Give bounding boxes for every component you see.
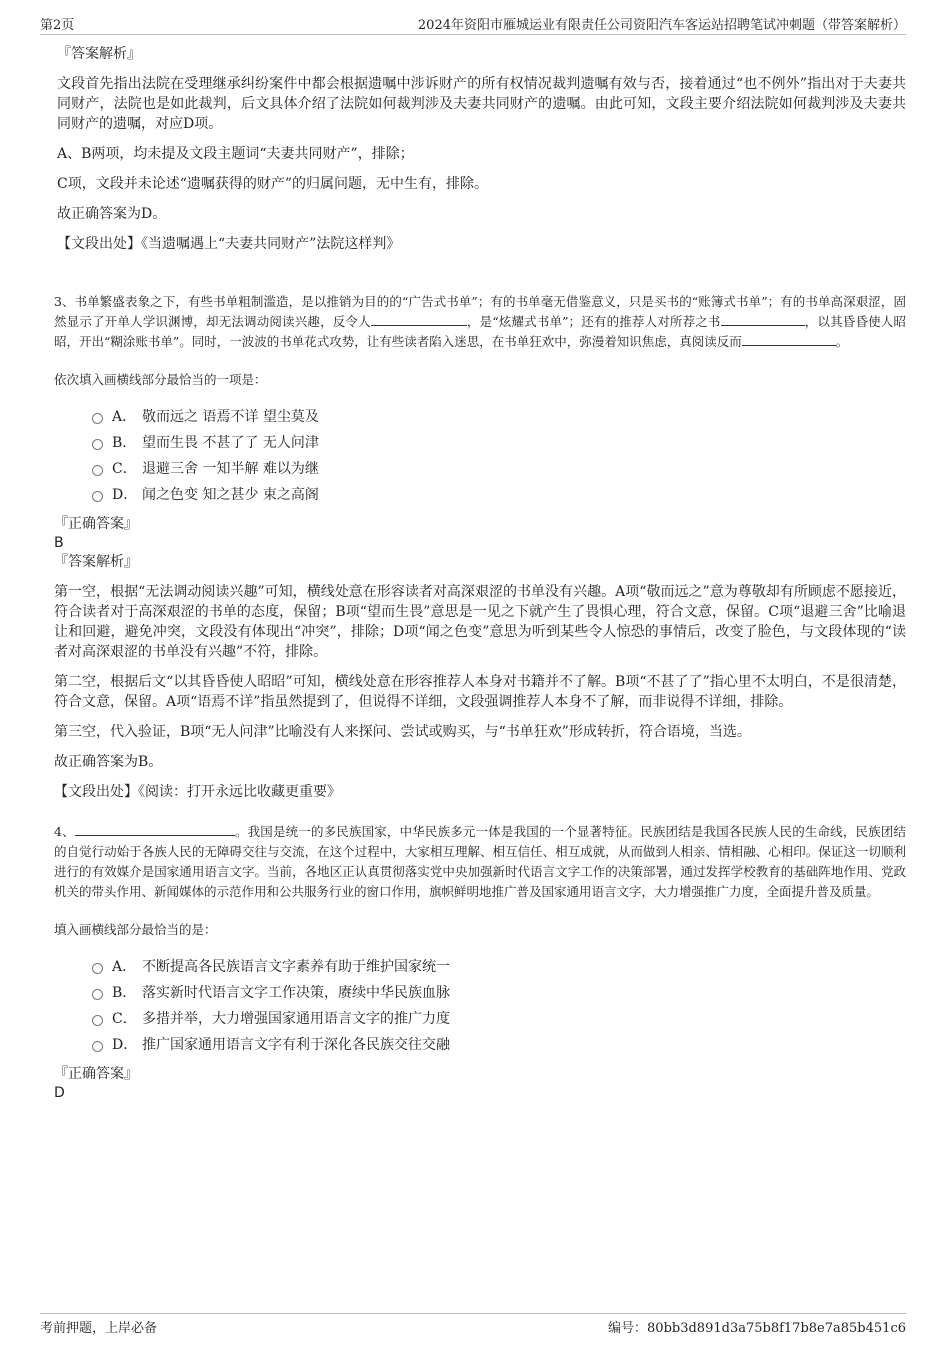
fill-blank (742, 333, 836, 346)
option-d[interactable]: D． 推广国家通用语言文字有利于深化各民族交往交融 (92, 1032, 906, 1058)
question-4-prompt: 填入画横线部分最恰当的是： (54, 922, 217, 937)
analysis-label: 『答案解析』 (54, 554, 138, 570)
analysis-paragraph: 第三空，代入验证，B项“无人问津”比喻没有人来探问、尝试或购买，与“书单狂欢”形成转折，符合语境，当选。 (54, 724, 751, 740)
correct-answer: B (54, 535, 64, 551)
analysis-paragraph: C项，文段并未论述“遗嘱获得的财产”的归属问题，无中生有，排除。 (57, 176, 489, 192)
option-a[interactable]: A． 敬而远之 语焉不详 望尘莫及 (92, 404, 906, 430)
source-line (57, 234, 906, 254)
option-b[interactable]: B． 望而生畏 不甚了了 无人问津 (92, 430, 906, 456)
fill-blank (75, 823, 235, 836)
correct-answer: D (54, 1085, 65, 1101)
radio-icon[interactable] (92, 963, 103, 974)
source-label: 【文段出处】 (57, 236, 141, 252)
fill-blank (371, 313, 467, 326)
analysis-paragraph: 第一空，根据“无法调动阅读兴趣”可知，横线处意在形容读者对高深艰涩的书单没有兴趣。A项“敬而远之”意为尊敬却有所顾虑不愿接近，符合读者对于高深艰涩的书单的态度，保留；B项“望而生畏”意思是一见之下就产生了畏惧心理，符合文意，保留。C项“退避三舍”比喻退让和回避，避免冲突，文段没有体现出“冲突”，排除；D项“闻之色变”意思为听到某些令人惊恐的事情后，改变了脸色，与文段体现的“读者对高深艰涩的书单没有兴趣”不符，排除。 (54, 584, 906, 660)
page-content (54, 44, 907, 1102)
analysis-label: 『答案解析』 (57, 46, 141, 62)
radio-icon[interactable] (92, 491, 103, 502)
radio-icon[interactable] (92, 1015, 103, 1026)
page-header (40, 12, 906, 35)
correct-answer-label: 『正确答案』 (54, 516, 138, 532)
page-footer (40, 1313, 906, 1338)
footer-slogan: 考前押题，上岸必备 (40, 1321, 158, 1336)
fill-blank (721, 313, 805, 326)
radio-icon[interactable] (92, 465, 103, 476)
option-c[interactable]: C． 退避三舍 一知半解 难以为继 (92, 456, 906, 482)
correct-answer-label: 『正确答案』 (54, 1066, 138, 1082)
option-d[interactable]: D． 闻之色变 知之甚少 束之高阁 (92, 482, 906, 508)
source-text: 《阅读：打开永远比收藏更重要》 (138, 784, 341, 800)
source-line (54, 782, 906, 802)
source-text: 《当遗嘱遇上“夫妻共同财产”法院这样判》 (141, 236, 401, 252)
analysis-paragraph: 故正确答案为D。 (57, 206, 167, 222)
radio-icon[interactable] (92, 989, 103, 1000)
option-a[interactable]: A． 不断提高各民族语言文字素养有助于维护国家统一 (92, 954, 906, 980)
option-c[interactable]: C． 多措并举，大力增强国家通用语言文字的推广力度 (92, 1006, 906, 1032)
radio-icon[interactable] (92, 439, 103, 450)
analysis-paragraph: 第二空，根据后文“以其昏昏使人昭昭”可知，横线处意在形容推荐人本身对书籍并不了解。B项“不甚了了”指心里不太明白，不是很清楚，符合文意，保留。A项“语焉不详”指虽然提到了，但说得不详细，文段强调推荐人本身不了解，而非说得不详细，排除。 (54, 674, 906, 710)
page-number: 第2页 (40, 18, 75, 33)
source-label: 【文段出处】 (54, 784, 138, 800)
question-4 (54, 822, 906, 1102)
question-4-options (92, 954, 906, 1058)
question-3-prompt: 依次填入画横线部分最恰当的一项是： (54, 372, 267, 387)
question-3-stem: 3、书单繁盛表象之下，有些书单粗制滥造，是以推销为目的的“广告式书单”；有的书单毫无借鉴意义，只是买书的“账簿式书单”；有的书单高深艰涩，固然显示了开单人学识渊博，却无法调动阅读兴趣，反令人 ，是“炫耀式书单”；还有的推荐人对所荐之书 ，以其昏昏使人昭昭，开出“糊涂账书单”。同时，一波波的书单花式攻势，让有些读者陷入迷思，在书单狂欢中，弥漫着知识焦虑，真阅读反而 。 (54, 294, 906, 349)
question-3 (54, 292, 906, 802)
analysis-paragraph: A、B两项，均未提及文段主题词“夫妻共同财产”，排除； (57, 146, 414, 162)
prev-question-section (57, 44, 906, 254)
question-4-stem: 4、 。我国是统一的多民族国家，中华民族多元一体是我国的一个显著特征。民族团结是我国各民族人民的生命线，民族团结的自觉行动始于各族人民的无障碍交往与交流，在这个过程中，大家相互理解、相互信任、相互成就，从而做到人相亲、情相融、心相印。保证这一切顺利进行的有效媒介是国家通用语言文字。当前，各地区正认真贯彻落实党中央加强新时代语言文字工作的决策部署，通过发挥学校教育的基础阵地作用、党政机关的带头作用、新闻媒体的示范作用和公共服务行业的窗口作用，旗帜鲜明地推广普及国家通用语言文字，大力增强推广力度，全面提升普及质量。 (54, 824, 907, 899)
analysis-paragraph: 故正确答案为B。 (54, 754, 163, 770)
question-3-options (92, 404, 906, 508)
analysis-paragraph: 文段首先指出法院在受理继承纠纷案件中都会根据遗嘱中涉诉财产的所有权情况裁判遗嘱有效与否，接着通过“也不例外”指出对于夫妻共同财产，法院也是如此裁判，后文具体介绍了法院如何裁判涉及夫妻共同财产的遗嘱。由此可知，文段主要介绍法院如何裁判涉及夫妻共同财产的遗嘱，对应D项。 (57, 76, 906, 132)
option-b[interactable]: B． 落实新时代语言文字工作决策，赓续中华民族血脉 (92, 980, 906, 1006)
document-title: 2024年资阳市雁城运业有限责任公司资阳汽车客运站招聘笔试冲刺题（带答案解析） (417, 18, 906, 33)
document-id: 编号：80bb3d891d3a75b8f17b8e7a85b451c6 (608, 1321, 906, 1336)
radio-icon[interactable] (92, 413, 103, 424)
radio-icon[interactable] (92, 1041, 103, 1052)
